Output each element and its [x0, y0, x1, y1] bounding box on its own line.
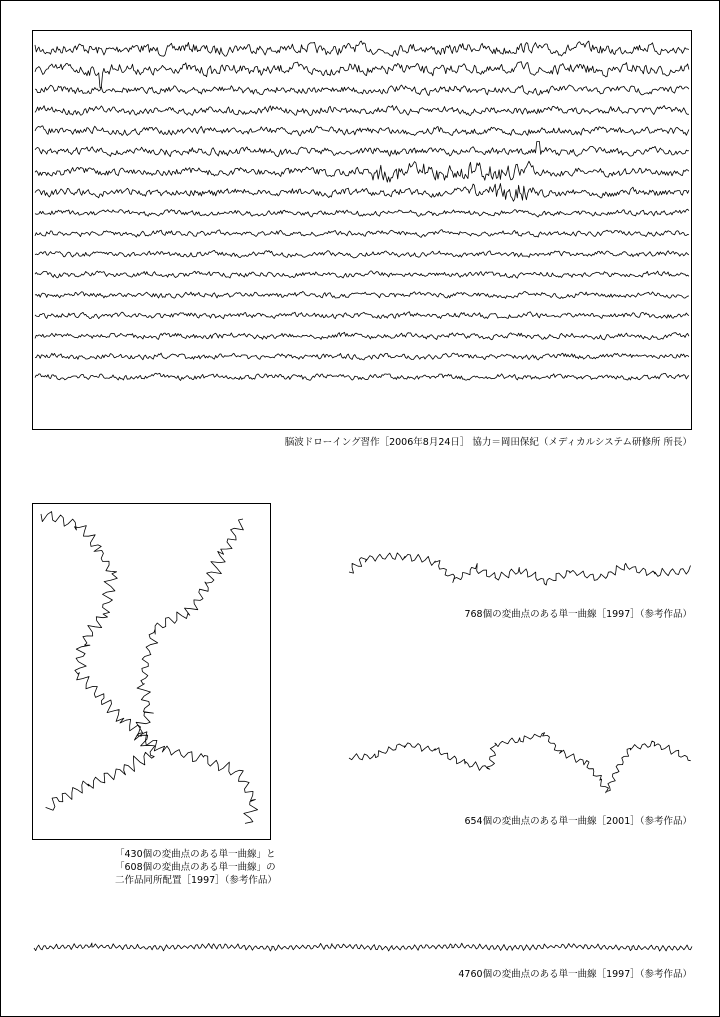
cross-caption-line-1: 「430個の変曲点のある単一曲線」と	[115, 849, 276, 860]
curve-654-caption: 654個の変曲点のある単一曲線［2001］（参考作品）	[464, 816, 692, 827]
eeg-trace	[35, 126, 689, 136]
cross-caption-line-3: 二作品同所配置［1997］（参考作品）	[115, 875, 277, 886]
eeg-trace	[35, 373, 689, 380]
eeg-trace	[35, 291, 689, 298]
eeg-trace	[35, 106, 689, 116]
eeg-trace	[35, 230, 689, 238]
eeg-trace	[35, 85, 689, 96]
eeg-trace	[35, 161, 689, 182]
eeg-trace	[35, 62, 689, 88]
cross-curves-caption	[115, 848, 277, 887]
curve-768-caption: 768個の変曲点のある単一曲線［1997］（参考作品）	[464, 609, 692, 620]
eeg-drawing-frame	[32, 30, 692, 430]
curve-768-line	[349, 553, 691, 585]
eeg-trace	[35, 271, 689, 278]
curve-768-drawing	[345, 542, 695, 592]
eeg-trace	[35, 41, 689, 56]
curve-430-branch	[41, 512, 155, 811]
cross-caption-line-2: 「608個の変曲点のある単一曲線」の	[115, 862, 276, 873]
curve-4760-drawing	[32, 938, 694, 958]
cross-curves-drawing	[33, 504, 272, 841]
curve-654-line	[349, 733, 691, 793]
curve-4760-line	[34, 943, 692, 951]
eeg-trace	[35, 250, 689, 257]
eeg-caption: 脳波ドローイング習作［2006年8月24日］ 協力＝岡田保紀（メディカルシステム研修所 所長）	[284, 437, 692, 448]
eeg-trace	[35, 312, 689, 319]
cross-curves-frame	[32, 503, 271, 840]
eeg-trace	[35, 209, 689, 217]
curve-608-branch	[134, 519, 257, 823]
curve-654-drawing	[345, 722, 695, 802]
eeg-trace	[35, 332, 689, 340]
eeg-trace	[35, 142, 689, 157]
eeg-traces	[33, 31, 693, 431]
eeg-trace	[35, 184, 689, 202]
curve-4760-caption: 4760個の変曲点のある単一曲線［1997］（参考作品）	[458, 969, 692, 980]
eeg-trace	[35, 353, 689, 360]
